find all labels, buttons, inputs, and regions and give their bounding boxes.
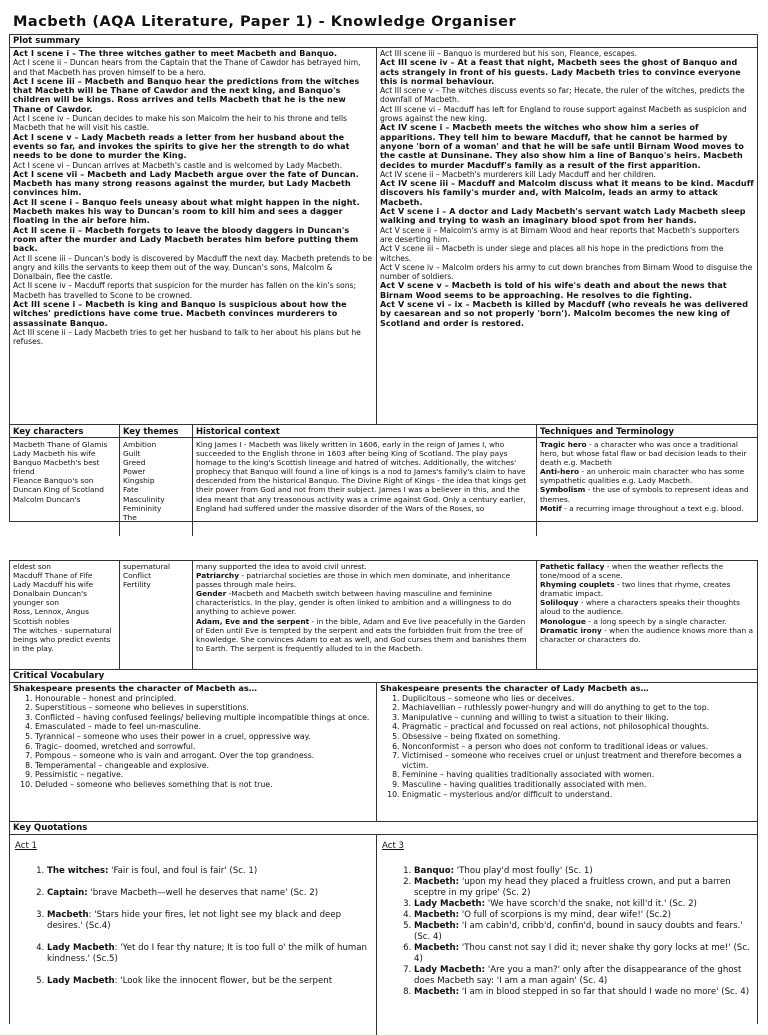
quote-text: 'Thou play'd most foully' (Sc. 1) — [454, 866, 593, 876]
critical-vocabulary — [10, 683, 757, 822]
plot-entry: Act II scene iii – Duncan's body is discovered by Macduff the next day. Macbeth pretends to be angry and kills the servants to keep them out of the way. Duncan's sons, Malcolm & Donalbain, flee the castle. — [13, 253, 373, 282]
theme-entry: The — [123, 512, 137, 522]
theme-entry: Femininity — [123, 503, 162, 513]
theme-entry: Ambition — [123, 440, 157, 449]
key-characters-heading: Key characters — [10, 425, 119, 438]
vocab-item: 9. Pessimistic – negative. — [35, 770, 373, 780]
technique-entry-text: - two lines that rhyme, creates dramatic impact. — [540, 580, 731, 599]
quote-text: 'upon my head they placed a fruitless crown, and put a barren sceptre in my gripe' (Sc. 2) — [414, 877, 731, 898]
plot-entry: Act II scene i – Banquo feels uneasy about what might happen in the night. Macbeth makes his way to Duncan's room to kill him and sees a dagger floating in the air before him. — [13, 197, 360, 226]
theme-entry: Fertility — [123, 580, 151, 590]
plot-entry: Act I scene i – The three witches gather to meet Macbeth and Banquo. — [13, 49, 338, 58]
plot-entry: Act III scene iii – Banquo is murdered but his son, Fleance, escapes. — [380, 49, 637, 58]
plot-entry: Act III scene v – The witches discuss events so far; Hecate, the ruler of the witches, predicts the downfall of Macbeth. — [380, 86, 745, 105]
technique-entry-text: - a long speech by a single character. — [585, 616, 727, 626]
key-info-row-continued — [10, 561, 757, 670]
quote-speaker: Macbeth: — [414, 910, 460, 920]
quote-item — [47, 866, 371, 877]
quote-item — [47, 910, 371, 932]
critical-vocabulary-heading: Critical Vocabulary — [10, 670, 757, 683]
plot-entry: Act I scene vii – Macbeth and Lady Macbeth argue over the fate of Duncan. Macbeth has many strong reasons against the murder, but Lady Macbeth convinces him. — [13, 169, 359, 198]
technique-entry-text: - a character who was once a traditional hero, but whose fatal flaw or bad decision leads to their death e.g. Macbeth — [540, 440, 747, 468]
context-entry-text: many supported the idea to avoid civil unrest. — [196, 562, 367, 571]
technique-entry-text: - a recurring image throughout a text e.g. blood. — [561, 503, 744, 513]
character-entry: Macbeth Thane of Glamis — [13, 440, 108, 449]
key-info-row — [10, 425, 757, 536]
character-entry: Fleance Banquo's son — [13, 476, 94, 486]
quote-speaker: Macbeth: — [414, 943, 460, 953]
character-entry: The witches - supernatural beings who predict events in the play. — [13, 625, 112, 653]
quote-item — [414, 877, 752, 899]
plot-entry: Act V scene i – A doctor and Lady Macbeth's servant watch Lady Macbeth sleep walking and trying to wash an imaginary blood spot from her hands. — [380, 207, 746, 226]
plot-entry: Act II scene ii – Macbeth forgets to leave the bloody daggers in Duncan's room after the murder and Lady Macbeth berates him before putting them back. — [13, 225, 359, 254]
quote-speaker: Banquo: — [414, 866, 455, 876]
plot-entry: Act V scene iii – Macbeth is under siege and places all his hope in the predictions from the witches. — [380, 244, 724, 263]
themes-list-continued — [120, 561, 193, 669]
vocab-item: 3. Conflicted – having confused feelings/ believing multiple incompatible things at once. — [35, 713, 373, 723]
plot-entry: Act V scene vi – ix – Macbeth is killed by Macduff (who reveals he was delivered by caesarean and so not properly 'born'). Malcolm becomes the new king of Scotland and order is restored. — [380, 300, 749, 328]
plot-entry: Act I scene vi – Duncan arrives at Macbeth's castle and is welcomed by Lady Macbeth. — [13, 160, 342, 170]
technique-entry-text: - where a characters speaks their thoughts aloud to the audience. — [540, 598, 740, 617]
character-entry: Lady Macduff his wife — [13, 580, 94, 590]
macbeth-vocab-heading: Shakespeare presents the character of Macbeth as… — [13, 683, 257, 693]
quote-text: : 'Stars hide your fires, let not light see my black and deep desires.' (Sc.4) — [47, 910, 342, 931]
plot-entry: Act III scene ii – Lady Macbeth tries to get her husband to talk to her about his plans but he refuses. — [13, 327, 361, 347]
quote-item — [414, 910, 752, 921]
context-entry-term: Adam, Eve and the serpent — [196, 616, 310, 626]
act-3-quotes-column — [377, 835, 757, 1035]
character-entry: eldest son — [13, 562, 51, 571]
plot-entry: Act V scene v – Macbeth is told of his wife's death and about the news that Birnam Wood seems to be approaching. He resolves to die fighting. — [380, 281, 727, 300]
themes-list — [123, 440, 189, 522]
context-entry — [196, 562, 533, 571]
quote-item — [47, 976, 371, 987]
techniques-heading: Techniques and Terminology — [537, 425, 757, 438]
vocab-item: 10. Enigmatic – mysterious and/or difficult to understand. — [402, 790, 754, 800]
technique-entry-text: - when the weather reflects the tone/mood of a scene. — [540, 562, 724, 581]
historical-context-text: King James I - Macbeth was likely written in 1606, early in the reign of James I, who succeeded to the English throne in 1603 after being King of Scotland. The play pays homage to the king's Scottish lineage and hatred of witches. Additionally, the witches' prophecy that Banquo will found a line of kings is a nod to James's family's claim to have descended from the historical Banquo. The Divine Right of Kings - the idea that kings get their power from God and not from their subject. James I was a believer in this, and the idea meant that any treasonous activity was a crime against God. Only a century earlier, England had suffered under the massive disorder of the Wars of the Roses, so — [196, 440, 527, 513]
quote-speaker: Macbeth: — [414, 877, 460, 887]
quote-item — [414, 965, 752, 987]
technique-entry — [540, 617, 754, 626]
vocab-item: 3. Manipulative – cunning and willing to twist a situation to their liking. — [402, 713, 754, 723]
plot-entry: Act III scene iv – At a feast that night, Macbeth sees the ghost of Banquo and acts strangely in front of his guests. Lady Macbeth tries to convince everyone this is normal behaviour. — [380, 58, 741, 86]
technique-entry-term: Symbolism — [540, 485, 586, 495]
act-1-quotes-list — [15, 866, 371, 987]
technique-entry-term: Tragic hero — [540, 440, 587, 449]
vocab-item: 10. Deluded – someone who believes something that is not true. — [35, 780, 373, 790]
plot-summary-heading: Plot summary — [10, 35, 757, 48]
character-entry: Banquo Macbeth's best friend — [13, 458, 100, 477]
quote-text: 'Are you a man?' only after the disappearance of the ghost does Macbeth say: 'I am a man again' (Sc. 4) — [414, 965, 742, 986]
key-quotations — [10, 835, 757, 1035]
context-entry — [196, 617, 533, 653]
quote-speaker: Macbeth: — [414, 987, 460, 997]
vocab-item: 6. Tragic– doomed, wretched and sorrowful. — [35, 742, 373, 752]
vocab-item: 4. Pragmatic – practical and focussed on real actions, not philosophical thoughts. — [402, 722, 754, 732]
plot-entry: Act I scene iii – Macbeth and Banquo hear the predictions from the witches that Macbeth will be Thane of Cawdor and the next king, and Banquo's children will be kings. Ross arrives and tells Macbeth that he is the new Thane of Cawdor. — [13, 76, 360, 114]
quote-text: 'I am in blood stepped in so far that should I wade no more' (Sc. 4) — [459, 987, 750, 997]
quote-speaker: The witches: — [47, 866, 109, 876]
plot-entry: Act V scene iv – Malcolm orders his army to cut down branches from Birnam Wood to disguise the number of soldiers. — [380, 262, 753, 282]
quote-speaker: Macbeth — [47, 910, 89, 920]
plot-entry: Act V scene ii – Malcolm's army is at Birnam Wood and hear reports that Macbeth's supporters are deserting him. — [380, 225, 740, 244]
quote-text: 'Thou canst not say I did it; never shake thy gory locks at me!' (Sc. 4) — [414, 943, 750, 964]
technique-entry-term: Monologue — [540, 616, 586, 626]
quote-item — [414, 899, 752, 910]
quote-speaker: Lady Macbeth: — [414, 899, 486, 909]
plot-entry: Act I scene v – Lady Macbeth reads a letter from her husband about the events so far, and invokes the spirits to give her the strength to do what needs to be done to murder the King. — [13, 132, 350, 161]
quote-text: 'We have scorch'd the snake, not kill'd it.' (Sc. 2) — [485, 899, 697, 909]
quote-text: : 'Yet do I fear thy nature; It is too full o' the milk of human kindness.' (Sc.5) — [47, 943, 367, 964]
context-entry-text: -Macbeth and Macbeth switch between having masculine and feminine characteristics. In the play, gender is often linked to ambition and a willingness to do anything to achieve power. — [196, 589, 512, 617]
context-entry-text: - in the bible, Adam and Eve live peacefully in the Garden of Eden until Eve is tempted by the serpent and eats the forbidden fruit from the tree of knowledge. She convinces Adam to eat as well, and God curses them and banishes them to Earth. The serpent is frequently alluded to in the Macbeth. — [196, 616, 527, 653]
character-entry: Macduff Thane of Fife — [13, 571, 93, 581]
techniques-column — [537, 425, 757, 536]
technique-entry-term: Pathetic fallacy — [540, 562, 605, 571]
plot-entry: Act I scene ii – Duncan hears from the Captain that the Thane of Cawdor has betrayed him, and that Macbeth has proven himself to be a hero. — [13, 58, 361, 77]
technique-entry — [540, 485, 754, 503]
vocab-item: 6. Nonconformist – a person who does not conform to traditional ideas or values. — [402, 742, 754, 752]
plot-summary-right-column — [377, 48, 757, 424]
characters-list-continued — [10, 561, 120, 669]
context-entry — [196, 589, 533, 616]
technique-entry-term: Soliloquy — [540, 598, 579, 608]
characters-list — [13, 440, 116, 504]
quote-speaker: Lady Macbeth — [47, 976, 115, 986]
techniques-list-continued — [537, 561, 757, 669]
vocab-item: 7. Victimised – someone who receives cruel or unjust treatment and therefore becomes a victim. — [402, 751, 754, 770]
quote-speaker: Lady Macbeth — [47, 943, 115, 953]
context-entry-term: Gender — [196, 589, 227, 599]
technique-entry-term: Motif — [540, 503, 562, 513]
historical-context-column — [193, 425, 537, 536]
technique-entry-term: Anti-hero — [540, 467, 580, 477]
act-3-quotes-list — [382, 866, 752, 998]
character-entry: Ross, Lennox, Angus Scottish nobles — [13, 607, 89, 626]
historical-context-continued — [193, 561, 537, 669]
theme-entry: Fate — [123, 485, 139, 495]
vocab-item: 7. Pompous – someone who is vain and arrogant. Over the top grandness. — [35, 751, 373, 761]
key-quotations-heading: Key Quotations — [10, 822, 757, 835]
character-entry: Malcolm Duncan's — [13, 494, 81, 504]
quote-item — [414, 987, 752, 998]
techniques-list — [540, 440, 754, 513]
plot-entry: Act III scene vi – Macduff has left for England to rouse support against Macbeth as suspicion and grows against the new king. — [380, 104, 747, 124]
technique-entry — [540, 580, 754, 598]
technique-entry-text: - an unheroic main character who has some sympathetic qualities e.g. Lady Macbeth. — [540, 467, 745, 486]
technique-entry-term: Dramatic irony — [540, 625, 602, 635]
quote-text: 'brave Macbeth—well he deserves that name' (Sc. 2) — [87, 888, 319, 898]
plot-summary — [10, 48, 757, 425]
lady-macbeth-vocab-heading: Shakespeare presents the character of Lady Macbeth as… — [380, 683, 649, 693]
macbeth-vocab-column — [10, 683, 377, 821]
plot-entry: Act II scene iv – Macduff reports that suspicion for the murder has fallen on the kin's sons; Macbeth has travelled to Scone to be crowned. — [13, 281, 357, 300]
key-themes-column — [120, 425, 193, 536]
character-entry: Duncan King of Scotland — [13, 485, 104, 495]
vocab-item: 8. Temperamental – changeable and explosive. — [35, 761, 373, 771]
quote-text: : 'Look like the innocent flower, but be the serpent — [114, 976, 333, 986]
key-themes-heading: Key themes — [120, 425, 192, 438]
context-entry-term: Patriarchy — [196, 571, 240, 581]
quote-item — [414, 943, 752, 965]
quote-item — [414, 921, 752, 943]
theme-entry: Greed — [123, 458, 146, 468]
historical-context-heading: Historical context — [193, 425, 536, 438]
organiser-page-2 — [9, 560, 758, 1024]
technique-entry — [540, 440, 754, 467]
quote-item — [414, 866, 752, 877]
character-entry: Lady Macbeth his wife — [13, 449, 96, 459]
vocab-item: 2. Superstitious – someone who believes in superstitions. — [35, 703, 373, 713]
key-characters-column — [10, 425, 120, 536]
quote-speaker: Macbeth: — [414, 921, 460, 931]
plot-entry: Act IV scene ii – Macbeth's murderers kill Lady Macduff and her children. — [380, 169, 656, 179]
vocab-item: 5. Obsessive – being fixated on something. — [402, 732, 754, 742]
plot-summary-left-column — [10, 48, 377, 424]
vocab-item: 4. Emasculated – made to feel un-masculine. — [35, 722, 373, 732]
macbeth-vocab-list — [13, 694, 373, 790]
quote-item — [47, 943, 371, 965]
vocab-item: 9. Masculine – having qualities traditionally associated with men. — [402, 780, 754, 790]
vocab-item: 1. Honourable – honest and principled. — [35, 694, 373, 704]
technique-entry — [540, 598, 754, 616]
page-title: Macbeth (AQA Literature, Paper 1) - Knowledge Organiser — [13, 14, 517, 30]
plot-entry: Act III scene i – Macbeth is king and Banquo is suspicious about how the witches' predictions have come true. Macbeth convinces murderers to assassinate Banquo. — [13, 300, 347, 328]
quote-speaker: Captain: — [47, 888, 88, 898]
technique-entry-text: - the use of symbols to represent ideas and themes. — [540, 485, 749, 504]
technique-entry — [540, 626, 754, 644]
quote-item — [47, 888, 371, 899]
vocab-item: 2. Machiavellian – ruthlessly power-hungry and will do anything to get to the top. — [402, 703, 754, 713]
quote-text: 'I am cabin'd, cribb'd, confin'd, bound in saucy doubts and fears.' (Sc. 4) — [414, 921, 743, 942]
quote-text: 'O full of scorpions is my mind, dear wife!' (Sc.2) — [459, 910, 671, 920]
context-entry-text: - patriarchal societies are those in which men dominate, and inheritance passes through male heirs. — [196, 571, 511, 590]
plot-entry: Act IV scene i – Macbeth meets the witches who show him a series of apparitions. They tell him to beware Macduff, that he cannot be harmed by anyone 'born of a woman' and that he will be safe until Birnam Wood moves to the castle at Dunsinane. They also show him a line of Banquo's heirs. Macbeth decides to murder Macduff's family as a result of the first apparition. — [380, 123, 745, 170]
technique-entry-term: Rhyming couplets — [540, 580, 615, 590]
organiser-page-1 — [9, 34, 758, 522]
quote-speaker: Lady Macbeth: — [414, 965, 486, 975]
vocab-item: 1. Duplicitous – someone who lies or deceives. — [402, 694, 754, 704]
lady-macbeth-vocab-list — [380, 694, 754, 800]
theme-entry: supernatural — [123, 562, 171, 571]
technique-entry — [540, 467, 754, 485]
technique-entry — [540, 504, 754, 513]
theme-entry: Kingship — [123, 476, 155, 486]
act-3-heading: Act 3 — [382, 841, 405, 851]
technique-entry — [540, 562, 754, 580]
lady-macbeth-vocab-column — [377, 683, 757, 821]
context-entry — [196, 571, 533, 589]
act-1-quotes-column — [10, 835, 377, 1035]
act-1-heading: Act 1 — [15, 841, 38, 851]
theme-entry: Guilt — [123, 449, 141, 459]
quote-text: 'Fair is foul, and foul is fair' (Sc. 1) — [108, 866, 258, 876]
technique-entry-text: - when the audience knows more than a character or characters do. — [540, 625, 754, 644]
vocab-item: 5. Tyrannical – someone who uses their power in a cruel, oppressive way. — [35, 732, 373, 742]
vocab-item: 8. Feminine – having qualities traditionally associated with women. — [402, 770, 754, 780]
plot-entry: Act I scene iv – Duncan decides to make his son Malcolm the heir to his throne and tells Macbeth that he will visit his castle. — [13, 114, 348, 133]
character-entry: Donalbain Duncan's younger son — [13, 589, 88, 608]
theme-entry: Conflict — [123, 571, 152, 581]
plot-entry: Act IV scene iii – Macduff and Malcolm discuss what it means to be kind. Macduff discovers his family's murder and, with Malcolm, leads an army to attack Macbeth. — [380, 179, 754, 207]
theme-entry: Power — [123, 467, 146, 477]
theme-entry: Masculinity — [123, 494, 165, 504]
